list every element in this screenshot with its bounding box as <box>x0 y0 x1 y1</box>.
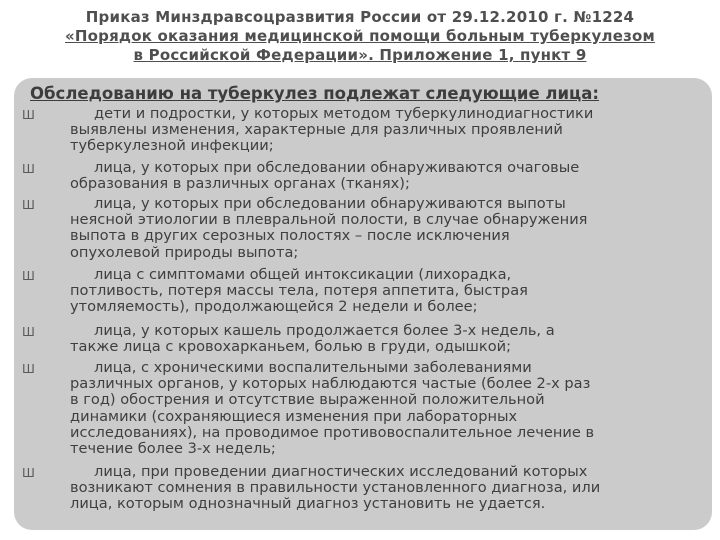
bullet-icon: Ш <box>22 108 35 122</box>
list-item-line: исследованиях), на проводимое противовоспалительное лечение в <box>70 423 595 441</box>
list-item-line: в год) обострения и отсутствие выраженной положительной <box>70 391 545 409</box>
list-item-text <box>70 196 720 261</box>
title-line-3: в Российской Федерации». Приложение 1, пункт 9 <box>133 46 587 64</box>
list-item-line: неясной этиологии в плевральной полости, в случае обнаружения <box>70 211 588 229</box>
list-item-text <box>70 323 720 355</box>
bullet-icon: Ш <box>22 198 35 212</box>
list-item-line: лица, у которых при обследовании обнаруживаются очаговые <box>94 159 580 176</box>
list-item-line: выпота в других серозных полостях – после исключения <box>70 227 510 245</box>
bullet-icon: Ш <box>22 269 35 283</box>
list-item-line: лица, у которых кашель продолжается более 3-х недель, а <box>94 322 555 339</box>
list-heading: Обследованию на туберкулез подлежат следующие лица: <box>30 84 599 103</box>
list-item-line: лица, с хроническими воспалительными заболеваниями <box>94 359 532 376</box>
list-item-line: возникают сомнения в правильности установленного диагноза, или <box>70 479 601 497</box>
list-item-line: лица, у которых при обследовании обнаруживаются выпоты <box>94 195 566 212</box>
bullet-icon: Ш <box>22 362 35 376</box>
list-item-text <box>70 360 720 457</box>
list-item-line: различных органов, у которых наблюдаются частые (более 2-х раз <box>70 375 591 393</box>
list-item-line: туберкулезной инфекции; <box>70 137 274 155</box>
bullet-icon: Ш <box>22 466 35 480</box>
list-item-text <box>70 267 720 316</box>
bullet-icon: Ш <box>22 325 35 339</box>
list-item-line: дети и подростки, у которых методом туберкулинодиагностики <box>94 105 594 122</box>
list-item-line: выявлены изменения, характерные для различных проявлений <box>70 121 563 139</box>
list-item-line: лица, при проведении диагностических исследований которых <box>94 463 588 480</box>
list-item-line: образования в различных органах (тканях); <box>70 175 410 193</box>
title-line-1: Приказ Минздравсоцразвития России от 29.12.2010 г. №1224 <box>85 8 635 26</box>
list-item-line: утомляемость), продолжающейся 2 недели и более; <box>70 298 478 316</box>
list-item-text <box>70 106 720 155</box>
bullet-icon: Ш <box>22 162 35 176</box>
list-item-text <box>70 464 720 513</box>
title-line-2: «Порядок оказания медицинской помощи больным туберкулезом <box>65 27 655 45</box>
list-item-line: опухолевой природы выпота; <box>70 243 299 261</box>
list-item-line: лица с симптомами общей интоксикации (лихорадка, <box>94 266 512 283</box>
list-item-line: потливость, потеря массы тела, потеря аппетита, быстрая <box>70 282 528 300</box>
list-item-line: также лица с кровохарканьем, болью в груди, одышкой; <box>70 338 512 356</box>
slide-title <box>0 8 720 65</box>
list-item-line: лица, которым однозначный диагноз установить не удается. <box>70 495 546 513</box>
list-item-text <box>70 160 720 192</box>
list-item-line: динамики (сохраняющиеся изменения при лабораторных <box>70 407 518 425</box>
list-item-line: течение более 3-х недель; <box>70 440 276 458</box>
